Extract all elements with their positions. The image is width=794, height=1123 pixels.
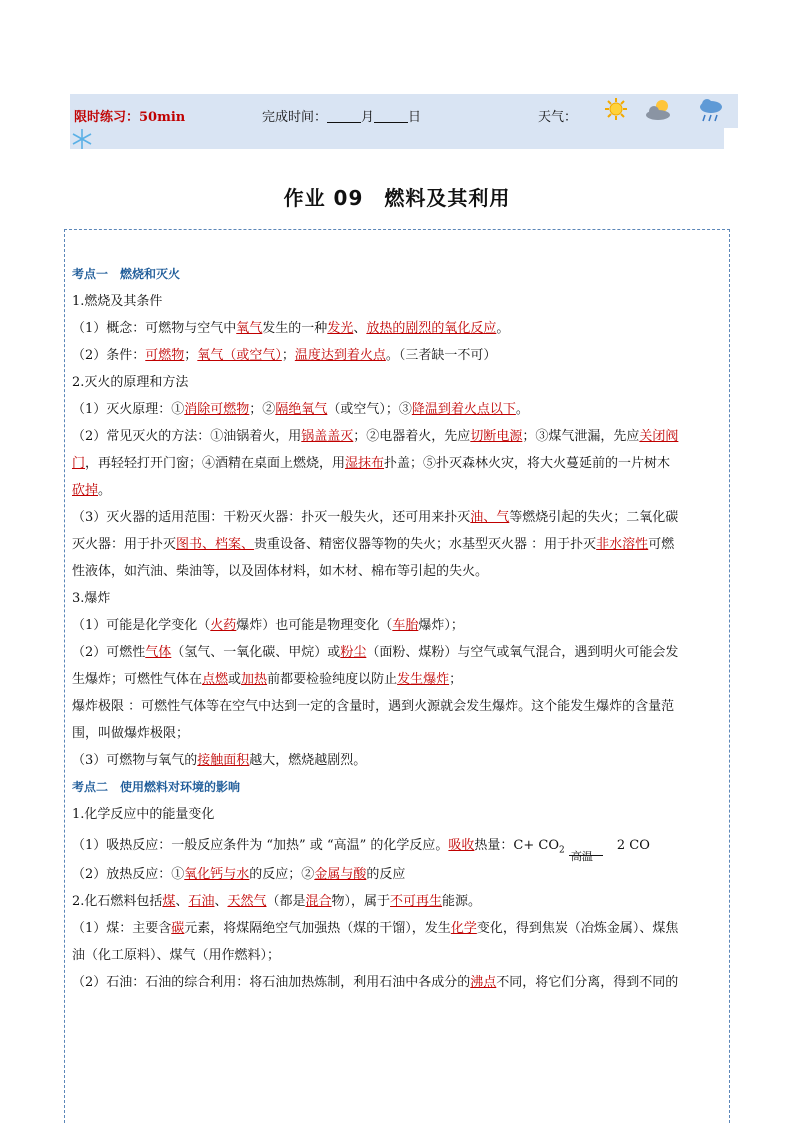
text-line: 生爆炸；可燃性气体在点燃或加热前都要检验纯度以防止发生爆炸；: [72, 672, 463, 687]
text-line: 围，叫做爆炸极限；: [72, 726, 190, 741]
time-limit: 限时练习：50min: [74, 110, 186, 125]
snowflake-icon: [71, 128, 93, 150]
text-line: 门，再轻轻打开门窗；④酒精在桌面上燃烧，用湿抹布扑盖；⑤扑灭森林火灾，将大火蔓延前的一片树木: [72, 456, 671, 471]
subheading: 3.爆炸: [72, 591, 111, 606]
subheading: 1.燃烧及其条件: [72, 294, 163, 309]
page-title: 作业 09 燃料及其利用: [283, 186, 511, 210]
header-bar-extension: [70, 128, 724, 149]
section-heading: 考点一 燃烧和灭火: [72, 267, 181, 281]
weather-label: 天气：: [538, 110, 578, 125]
partly-cloudy-icon: [644, 97, 676, 123]
text-line: （1）可能是化学变化（火药爆炸）也可能是物理变化（车胎爆炸）；: [72, 618, 464, 633]
text-line: （2）放热反应：①氧化钙与水的反应；②金属与酸的反应: [72, 867, 406, 882]
text-line: （1）灭火原理：①消除可燃物；②隔绝氧气（或空气）；③降温到着火点以下。: [72, 402, 529, 417]
text-line: （2）常见灭火的方法：①油锅着火，用锅盖盖灭；②电器着火，先应切断电源；③煤气泄漏，先应关闭阀: [72, 429, 679, 444]
section-heading: 考点二 使用燃料对环境的影响: [72, 780, 241, 794]
text-line: （1）概念：可燃物与空气中氧气发生的一种发光、放热的剧烈的氧化反应。: [72, 321, 510, 336]
day-blank: [374, 110, 408, 123]
content-body: [72, 261, 724, 996]
text-line: （3）灭火器的适用范围：干粉灭火器：扑灭一般失火，还可用来扑灭油、气等燃烧引起的失火；二氧化碳: [72, 510, 679, 525]
text-line: 2.化石燃料包括煤、石油、天然气（都是混合物），属于不可再生能源。: [72, 894, 482, 909]
text-line: （3）可燃物与氧气的接触面积越大，燃烧越剧烈。: [72, 753, 367, 768]
text-line: 砍掉。: [72, 483, 112, 498]
text-line: （2）条件：可燃物；氧气（或空气）；温度达到着火点。（三者缺一不可）: [72, 348, 497, 363]
text-line: 性液体，如汽油、柴油等，以及固体材料，如木材、棉布等引起的失火。: [72, 564, 489, 579]
text-line: 爆炸极限 ：可燃性气体等在空气中达到一定的含量时，遇到火源就会发生爆炸。这个能发生爆炸的含量范: [72, 699, 675, 714]
text-line: （2）石油：石油的综合利用：将石油加热炼制，利用石油中各成分的沸点不同，将它们分离，得到不同的: [72, 975, 679, 990]
subheading: 2.灭火的原理和方法: [72, 375, 189, 390]
reaction-condition: 高温: [569, 849, 617, 869]
text-line: 灭火器：用于扑灭图书、档案、贵重设备、精密仪器等物的失火；水基型灭火器 ：用于扑灭非水溶性可燃: [72, 537, 675, 552]
text-line: （1）煤：主要含碳元素，将煤隔绝空气加强热（煤的干馏），发生化学变化，得到焦炭（冶炼金属）、煤焦: [72, 921, 679, 936]
equation-line: （1）吸热反应：一般反应条件为 “加热” 或 “高温” 的化学反应。吸收热量：$C+ CO_2$ 高温 2 CO: [72, 828, 724, 861]
completion-time: 完成时间： 月 日: [262, 110, 422, 125]
rain-cloud-icon: [698, 97, 724, 125]
text-line: （2）可燃性气体（氢气、一氧化碳、甲烷）或粉尘（面粉、煤粉）与空气或氧气混合，遇到明火可能会发: [72, 645, 679, 660]
month-blank: [327, 110, 361, 123]
sun-icon: [604, 97, 628, 121]
subheading: 1.化学反应中的能量变化: [72, 807, 215, 822]
text-line: 油（化工原料）、煤气（用作燃料）；: [72, 948, 281, 963]
